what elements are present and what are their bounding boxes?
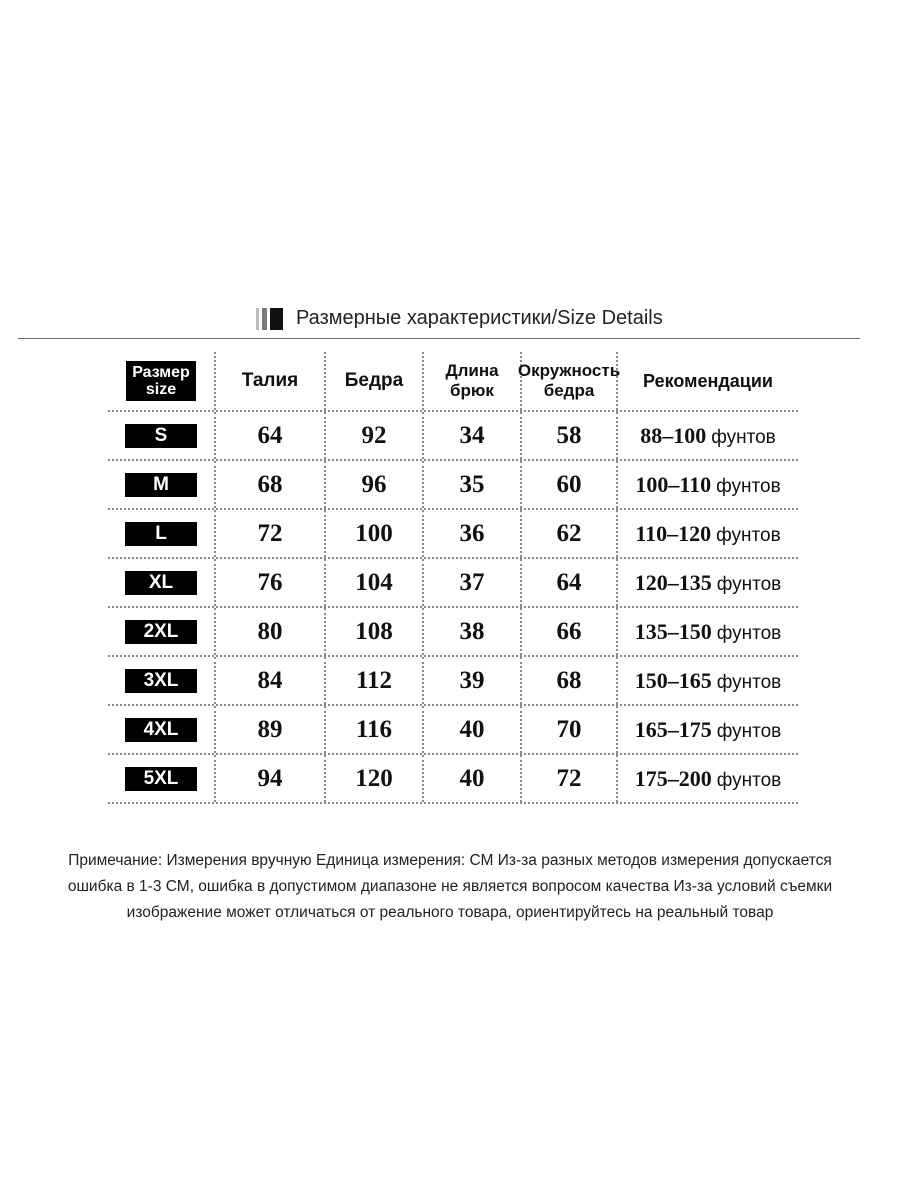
recommendation-value <box>640 423 776 449</box>
header-divider <box>18 338 860 339</box>
header-waist: Талия <box>216 352 326 410</box>
thigh-value: 58 <box>522 412 618 459</box>
table-row <box>108 608 798 657</box>
header-hips: Бедра <box>326 352 424 410</box>
recommendation-range: 120–135 <box>634 569 712 595</box>
recommendation-cell <box>618 755 798 802</box>
size-tag: S <box>125 424 197 448</box>
recommendation-unit: фунтов <box>716 720 782 742</box>
recommendation-range: 110–120 <box>635 520 712 546</box>
recommendation-cell <box>618 706 798 753</box>
size-cell <box>108 412 216 459</box>
length-value: 38 <box>424 608 522 655</box>
size-tag: L <box>125 522 197 546</box>
hips-value: 92 <box>326 412 424 459</box>
recommendation-unit: фунтов <box>716 671 782 693</box>
thigh-value: 72 <box>522 755 618 802</box>
size-tag: 3XL <box>125 669 197 693</box>
hips-value: 116 <box>326 706 424 753</box>
header-length: Длина брюк <box>424 352 522 410</box>
section-title: Размерные характеристики/Size Details <box>296 307 663 329</box>
recommendation-range: 150–165 <box>634 667 712 693</box>
recommendation-value <box>635 668 782 694</box>
length-value: 36 <box>424 510 522 557</box>
size-cell <box>108 755 216 802</box>
header-recommendation: Рекомендации <box>643 371 773 391</box>
header-size-tag: Размер size <box>126 361 196 401</box>
section-header <box>0 300 900 340</box>
waist-value: 89 <box>216 706 326 753</box>
table-row <box>108 461 798 510</box>
size-cell <box>108 706 216 753</box>
thigh-value: 62 <box>522 510 618 557</box>
recommendation-unit: фунтов <box>716 475 781 497</box>
header-thigh: Окружность бедра <box>522 352 618 410</box>
recommendation-range: 135–150 <box>634 618 712 644</box>
size-tag: 2XL <box>125 620 197 644</box>
waist-value: 76 <box>216 559 326 606</box>
hips-value: 108 <box>326 608 424 655</box>
recommendation-unit: фунтов <box>711 426 776 448</box>
length-value: 34 <box>424 412 522 459</box>
header-size <box>108 352 216 410</box>
recommendation-cell <box>618 559 798 606</box>
length-value: 35 <box>424 461 522 508</box>
length-value: 40 <box>424 706 522 753</box>
recommendation-value <box>635 766 782 792</box>
recommendation-value <box>635 619 782 645</box>
size-tag: 4XL <box>125 718 197 742</box>
table-row <box>108 510 798 559</box>
thigh-value: 68 <box>522 657 618 704</box>
hips-value: 96 <box>326 461 424 508</box>
recommendation-value <box>635 472 780 498</box>
recommendation-range: 165–175 <box>634 716 712 742</box>
size-cell <box>108 510 216 557</box>
recommendation-cell <box>618 608 798 655</box>
table-body <box>108 412 798 804</box>
header-bars-icon <box>256 308 286 330</box>
hips-value: 100 <box>326 510 424 557</box>
thigh-value: 66 <box>522 608 618 655</box>
length-value: 40 <box>424 755 522 802</box>
waist-value: 64 <box>216 412 326 459</box>
note-line: ошибка в 1-3 СМ, ошибка в допустимом диапазоне не является вопросом качества Из-за условий съемки <box>67 878 833 895</box>
thigh-value: 70 <box>522 706 618 753</box>
size-tag: M <box>125 473 197 497</box>
measurement-note <box>30 848 870 926</box>
size-table <box>108 352 798 804</box>
note-line: изображение может отличаться от реального товара, ориентируйтесь на реальный товар <box>126 904 774 921</box>
size-tag: 5XL <box>125 767 197 791</box>
table-row <box>108 706 798 755</box>
hips-value: 120 <box>326 755 424 802</box>
size-tag: XL <box>125 571 197 595</box>
length-value: 37 <box>424 559 522 606</box>
waist-value: 84 <box>216 657 326 704</box>
recommendation-cell <box>618 510 798 557</box>
recommendation-cell <box>618 657 798 704</box>
waist-value: 68 <box>216 461 326 508</box>
recommendation-unit: фунтов <box>716 573 782 595</box>
recommendation-cell <box>618 461 798 508</box>
recommendation-value <box>635 570 782 596</box>
waist-value: 80 <box>216 608 326 655</box>
table-row <box>108 559 798 608</box>
hips-value: 104 <box>326 559 424 606</box>
recommendation-unit: фунтов <box>716 622 782 644</box>
table-row <box>108 755 798 804</box>
table-row <box>108 412 798 461</box>
recommendation-range: 100–110 <box>635 471 712 497</box>
thigh-value: 60 <box>522 461 618 508</box>
length-value: 39 <box>424 657 522 704</box>
recommendation-value <box>635 521 780 547</box>
note-line: Примечание: Измерения вручную Единица измерения: СМ Из-за разных методов измерения допускается <box>68 852 832 869</box>
recommendation-cell <box>618 412 798 459</box>
table-row <box>108 657 798 706</box>
size-cell <box>108 608 216 655</box>
recommendation-range: 175–200 <box>634 765 712 791</box>
size-cell <box>108 559 216 606</box>
hips-value: 112 <box>326 657 424 704</box>
size-cell <box>108 657 216 704</box>
recommendation-unit: фунтов <box>716 769 782 791</box>
recommendation-value <box>635 717 782 743</box>
recommendation-unit: фунтов <box>716 524 781 546</box>
table-header-row <box>108 352 798 412</box>
thigh-value: 64 <box>522 559 618 606</box>
size-cell <box>108 461 216 508</box>
waist-value: 72 <box>216 510 326 557</box>
recommendation-range: 88–100 <box>640 422 707 448</box>
waist-value: 94 <box>216 755 326 802</box>
